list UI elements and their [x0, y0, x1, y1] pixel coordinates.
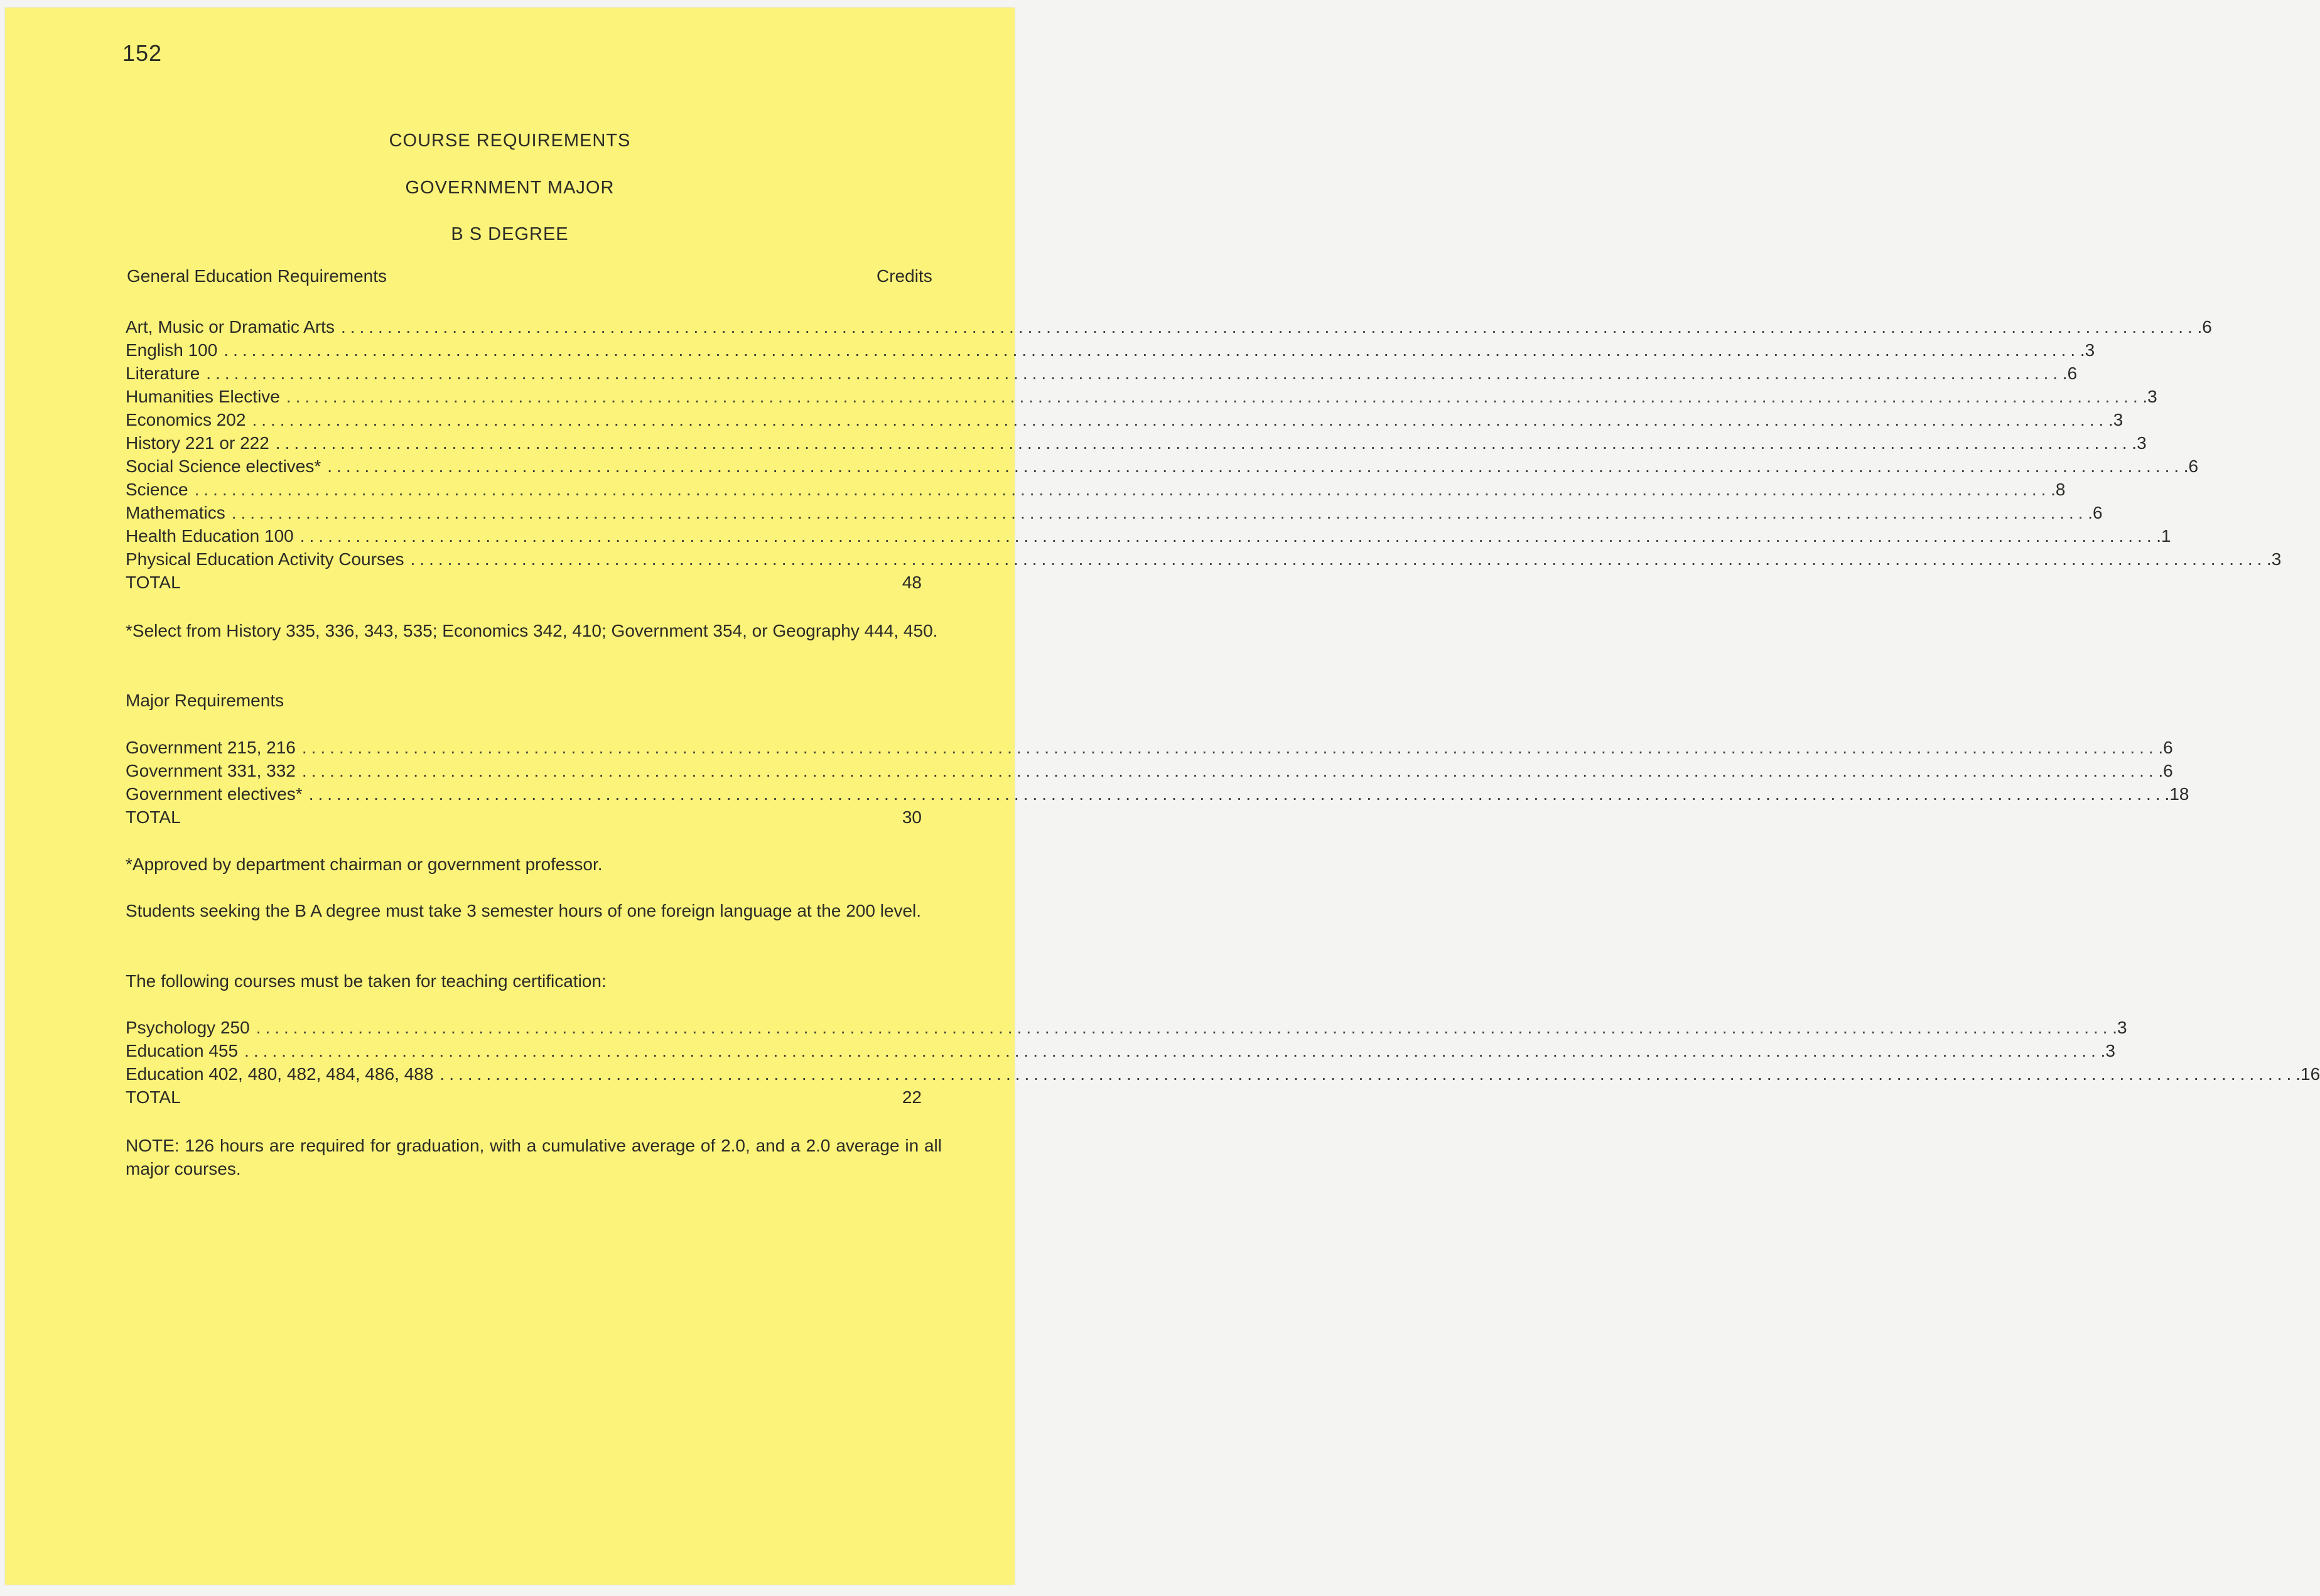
- list-item: Science ........................................................................................................................................................................................................ .8: [126, 478, 922, 501]
- certification-list: [126, 1016, 2320, 1109]
- heading-government-major: GOVERNMENT MAJOR: [405, 178, 615, 198]
- page-number: 152: [122, 40, 163, 66]
- total-label: TOTAL: [126, 807, 181, 827]
- major-requirements-heading: Major Requirements: [126, 691, 284, 710]
- course-credits: .3: [2142, 387, 2157, 406]
- certification-intro: The following courses must be taken for teaching certification:: [126, 971, 607, 991]
- total-label: TOTAL: [126, 1087, 181, 1107]
- total-value: 30: [902, 807, 922, 827]
- list-item: Education 402, 480, 482, 484, 486, 488 ........................................................................................................................................................................................................ .16: [126, 1062, 922, 1086]
- list-item: Physical Education Activity Courses ........................................................................................................................................................................................................ .3: [126, 547, 922, 571]
- course-label: Health Education 100: [126, 526, 294, 546]
- course-label: Government electives*: [126, 784, 303, 804]
- course-credits: .3: [2132, 433, 2147, 453]
- course-credits: .3: [2267, 549, 2282, 569]
- course-credits: .18: [2164, 784, 2189, 804]
- list-item: Economics 202 ........................................................................................................................................................................................................ .3: [126, 408, 922, 431]
- course-label: English 100: [126, 340, 218, 360]
- list-item: Government electives* ........................................................................................................................................................................................................ .18: [126, 782, 922, 806]
- heading-course-requirements: COURSE REQUIREMENTS: [389, 131, 631, 151]
- course-credits: .8: [2051, 480, 2066, 499]
- list-item: Education 455 ........................................................................................................................................................................................................ .3: [126, 1039, 922, 1062]
- list-item: Mathematics ........................................................................................................................................................................................................ .6: [126, 501, 922, 524]
- course-credits: .3: [2080, 340, 2095, 360]
- credits-heading: Credits: [877, 266, 932, 286]
- course-credits: .6: [2062, 364, 2078, 383]
- list-item: English 100 ........................................................................................................................................................................................................ .3: [126, 338, 922, 362]
- course-credits: .3: [2108, 410, 2123, 429]
- course-label: Government 331, 332: [126, 761, 296, 780]
- course-label: Humanities Elective: [126, 387, 280, 406]
- course-credits: .6: [2197, 317, 2212, 337]
- list-item: Government 215, 216 ........................................................................................................................................................................................................ .6: [126, 736, 922, 759]
- course-credits: .1: [2156, 526, 2171, 546]
- course-credits: .6: [2158, 761, 2173, 780]
- major-footnote: *Approved by department chairman or government professor.: [126, 855, 603, 874]
- course-credits: .6: [2183, 456, 2199, 476]
- heading-degree: B S DEGREE: [451, 224, 569, 244]
- course-credits: .16: [2296, 1064, 2320, 1084]
- total-value: 22: [902, 1087, 922, 1107]
- total-row: [126, 806, 922, 829]
- list-item: Social Science electives* ........................................................................................................................................................................................................ .6: [126, 455, 922, 478]
- ba-degree-note: Students seeking the B A degree must take 3 semester hours of one foreign language at the 200 level.: [126, 901, 922, 920]
- list-item: Psychology 250 ........................................................................................................................................................................................................ .3: [126, 1016, 922, 1039]
- list-item: Government 331, 332 ........................................................................................................................................................................................................ .6: [126, 759, 922, 782]
- course-credits: .6: [2158, 738, 2173, 757]
- list-item: Humanities Elective ........................................................................................................................................................................................................ .3: [126, 385, 922, 408]
- course-label: Literature: [126, 364, 200, 383]
- course-credits: .3: [2112, 1018, 2127, 1037]
- catalog-page: [5, 8, 2320, 1585]
- course-label: Physical Education Activity Courses: [126, 549, 404, 569]
- general-education-list: [126, 315, 2282, 594]
- total-row: [126, 571, 922, 594]
- course-label: Mathematics: [126, 503, 225, 522]
- course-credits: .6: [2088, 503, 2103, 522]
- course-label: Education 455: [126, 1041, 239, 1060]
- course-label: Psychology 250: [126, 1018, 250, 1037]
- general-education-footnote: *Select from History 335, 336, 343, 535; Economics 342, 410; Government 354, or Geography 444, 450.: [126, 621, 938, 640]
- course-label: Education 402, 480, 482, 484, 486, 488: [126, 1064, 434, 1084]
- total-value: 48: [902, 573, 922, 592]
- graduation-note: NOTE: 126 hours are required for graduation, with a cumulative average of 2.0, and a 2.0 average in all major courses.: [126, 1136, 942, 1178]
- general-education-heading: General Education Requirements: [127, 266, 387, 286]
- course-label: Economics 202: [126, 410, 246, 429]
- list-item: Literature ........................................................................................................................................................................................................ .6: [126, 362, 922, 385]
- list-item: History 221 or 222 ........................................................................................................................................................................................................ .3: [126, 431, 922, 455]
- course-label: Government 215, 216: [126, 738, 296, 757]
- total-label: TOTAL: [126, 573, 181, 592]
- course-credits: .3: [2100, 1041, 2115, 1060]
- list-item: Art, Music or Dramatic Arts ........................................................................................................................................................................................................ .6: [126, 315, 922, 338]
- course-label: Social Science electives*: [126, 456, 321, 476]
- course-label: Science: [126, 480, 188, 499]
- total-row: [126, 1086, 922, 1109]
- course-label: Art, Music or Dramatic Arts: [126, 317, 335, 337]
- major-requirements-list: [126, 736, 2189, 829]
- list-item: Health Education 100 ........................................................................................................................................................................................................ .1: [126, 524, 922, 547]
- course-label: History 221 or 222: [126, 433, 269, 453]
